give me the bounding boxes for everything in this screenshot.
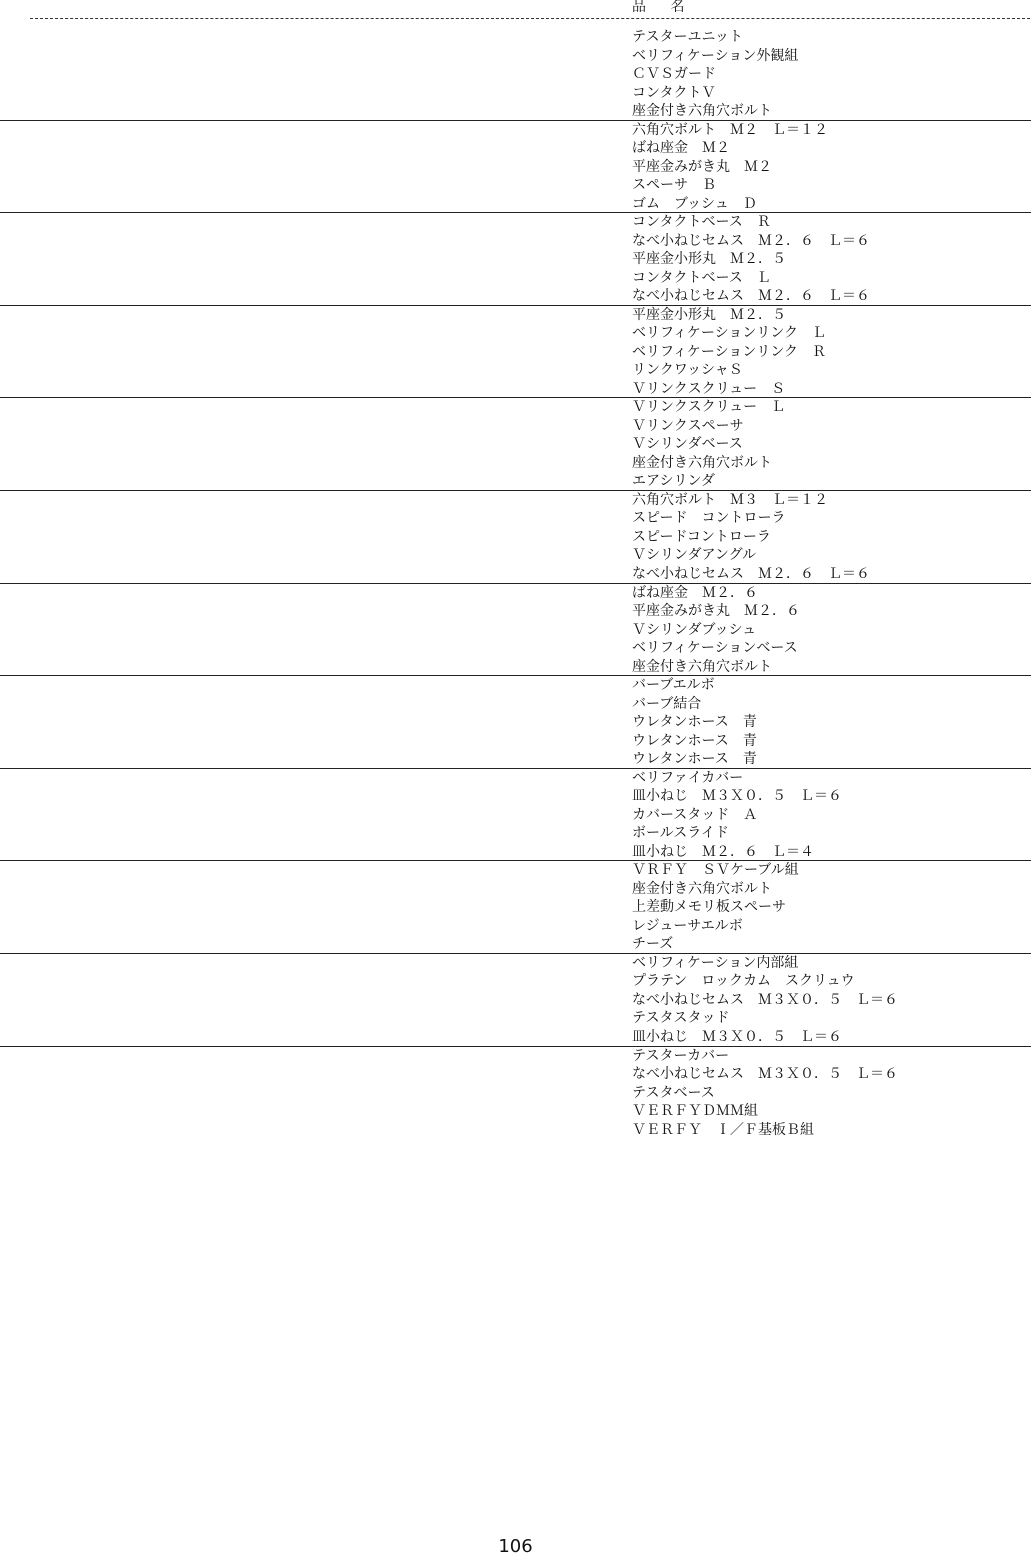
part-name-item: 皿小ねじ Ｍ３Ｘ０．５ Ｌ＝６: [632, 1028, 842, 1045]
part-name-item: ＶＥＲＦＹ Ｉ／Ｆ基板Ｂ組: [632, 1121, 814, 1138]
parts-group: [0, 954, 1031, 1047]
part-name-item: ベリフィケーション内部組: [632, 954, 799, 971]
part-name-item: カバースタッド Ａ: [632, 806, 758, 823]
parts-group: [0, 306, 1031, 399]
column-header-part-name: 品 名: [632, 0, 695, 15]
part-name-item: 皿小ねじ Ｍ３Ｘ０．５ Ｌ＝６: [632, 788, 842, 805]
part-name-item: 座金付き六角穴ボルト: [632, 103, 772, 119]
part-name-item: 平座金小形丸 Ｍ２．５: [632, 251, 786, 268]
part-name-item: なべ小ねじセムス Ｍ３Ｘ０．５ Ｌ＝６: [632, 1066, 898, 1083]
part-name-item: ゴム ブッシュ Ｄ: [632, 195, 757, 212]
part-name-item: ウレタンホース 青: [632, 751, 757, 768]
part-name-item: Ｖリンクスペーサ: [632, 417, 744, 434]
part-name-item: 六角穴ボルト Ｍ３ Ｌ＝１２: [632, 491, 828, 508]
part-name-item: コンタクトベース Ｌ: [632, 269, 771, 286]
part-name-item: ＣＶＳガード: [632, 66, 716, 82]
part-name-item: スピード コントローラ: [632, 510, 786, 527]
parts-group: [0, 213, 1031, 306]
part-name-item: なべ小ねじセムス Ｍ２．６ Ｌ＝６: [632, 288, 870, 305]
part-name-item: ボールスライド: [632, 825, 729, 842]
part-name-item: リンクワッシャＳ: [632, 362, 743, 379]
table-header: [0, 0, 1031, 18]
parts-group: [0, 398, 1031, 491]
part-name-item: 平座金小形丸 Ｍ２．５: [632, 306, 786, 323]
part-name-item: プラテン ロックカム スクリュウ: [632, 973, 855, 990]
part-name-item: テスタベース: [632, 1084, 715, 1101]
part-name-item: バーブ結合: [632, 695, 702, 712]
parts-group: [0, 28, 1031, 121]
part-name-item: コンタクトベース Ｒ: [632, 214, 771, 231]
parts-list: [0, 28, 1031, 1139]
parts-group: [0, 1047, 1031, 1140]
part-name-item: スピードコントローラ: [632, 528, 771, 545]
part-name-item: バーブエルボ: [632, 677, 715, 694]
part-name-item: ベリフィケーションリンク Ｒ: [632, 343, 827, 360]
part-name-item: 座金付き六角穴ボルト: [632, 454, 772, 471]
part-name-item: なべ小ねじセムス Ｍ２．６ Ｌ＝６: [632, 565, 870, 582]
part-name-item: テスターカバー: [632, 1047, 730, 1064]
part-name-item: 座金付き六角穴ボルト: [632, 880, 772, 897]
page-number: 106: [498, 1536, 533, 1557]
part-name-item: レジューサエルボ: [632, 917, 743, 934]
parts-group: [0, 676, 1031, 769]
part-name-item: 六角穴ボルト Ｍ２ Ｌ＝１２: [632, 121, 828, 138]
parts-group: [0, 491, 1031, 584]
part-name-item: 座金付き六角穴ボルト: [632, 658, 772, 675]
part-name-item: ウレタンホース 青: [632, 714, 757, 731]
part-name-item: コンタクトＶ: [632, 84, 716, 101]
part-name-item: Ｖリンクスクリュー Ｌ: [632, 399, 786, 416]
part-name-item: チーズ: [632, 936, 674, 953]
part-name-item: エアシリンダ: [632, 473, 715, 490]
parts-group: [0, 861, 1031, 954]
part-name-item: ばね座金 Ｍ２．６: [632, 584, 758, 601]
part-name-item: ばね座金 Ｍ２: [632, 140, 730, 157]
part-name-item: Ｖシリンダベース: [632, 436, 743, 453]
part-name-item: Ｖシリンダブッシュ: [632, 621, 757, 638]
part-name-item: Ｖリンクスクリュー Ｓ: [632, 380, 786, 397]
parts-group: [0, 769, 1031, 862]
part-name-item: ＶＥＲＦＹＤＭＭ組: [632, 1103, 758, 1120]
header-dashed-rule: [30, 18, 1030, 19]
part-name-item: 上差動メモリ板スペーサ: [632, 899, 786, 916]
part-name-item: テスタスタッド: [632, 1010, 730, 1027]
part-name-item: ベリファイカバー: [632, 769, 744, 786]
part-name-item: 皿小ねじ Ｍ２．６ Ｌ＝４: [632, 843, 814, 860]
part-name-item: なべ小ねじセムス Ｍ２．６ Ｌ＝６: [632, 232, 870, 249]
parts-group: [0, 584, 1031, 677]
parts-group: [0, 121, 1031, 214]
part-name-item: Ｖシリンダアングル: [632, 547, 757, 564]
part-name-item: ベリフィケーションリンク Ｌ: [632, 325, 827, 342]
part-name-item: ベリフィケーション外観組: [632, 47, 799, 64]
part-name-item: テスターユニット: [632, 29, 743, 45]
part-name-item: 平座金みがき丸 Ｍ２: [632, 158, 772, 175]
part-name-item: ウレタンホース 青: [632, 732, 757, 749]
part-name-item: なべ小ねじセムス Ｍ３Ｘ０．５ Ｌ＝６: [632, 991, 898, 1008]
part-name-item: ＶＲＦＹ ＳＶケーブル組: [632, 862, 799, 879]
part-name-item: スペーサ Ｂ: [632, 177, 716, 194]
part-name-item: ベリフィケーションベース: [632, 640, 798, 657]
part-name-item: 平座金みがき丸 Ｍ２．６: [632, 603, 800, 620]
